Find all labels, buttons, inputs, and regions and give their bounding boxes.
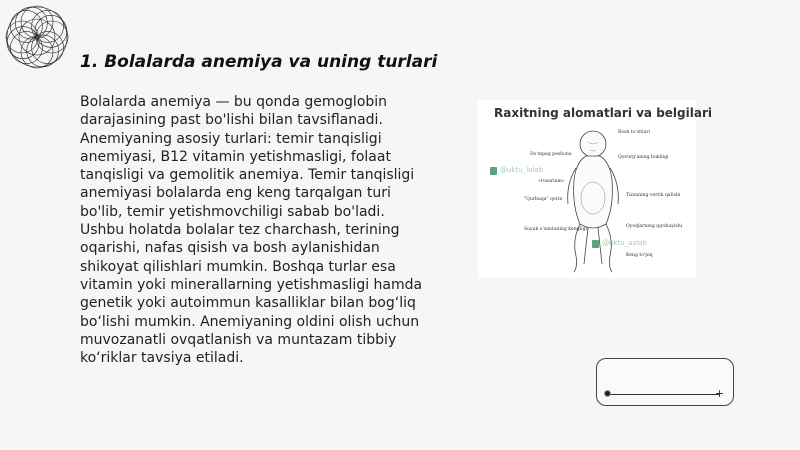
watermark-icon bbox=[490, 167, 497, 175]
plus-icon[interactable]: + bbox=[715, 387, 725, 400]
watermark-icon-2 bbox=[592, 240, 599, 248]
label-topiq: Keng to'piq bbox=[626, 253, 653, 258]
label-peshona: Do'mpaq peshona bbox=[530, 152, 572, 157]
watermark-text: @uktu_lolab bbox=[500, 166, 544, 174]
record-icon[interactable] bbox=[604, 390, 611, 397]
child-illustration bbox=[558, 128, 628, 278]
label-tizza: Tizzaning vertik qalishi bbox=[626, 193, 681, 198]
figure-title: Raxitning alomatlari va belgilari bbox=[494, 106, 712, 120]
label-qorin: "Qurbaqa" qorin bbox=[524, 197, 563, 202]
seek-track[interactable] bbox=[608, 394, 719, 395]
label-qovurga: Qovurg'aning bukiligi bbox=[618, 155, 669, 160]
slide-body-text: Bolalarda anemiya — bu qonda gemoglobin darajasining past bo'lishi bilan tavsiflanadi. Anemiyaning asosiy turlari: temir tanqisligi anemiyasi, B12 vitamin yetishmasligi, folaat tanqisligi va gemolitik anemiya. Temir tanqisligi anemiyasi bolalarda eng keng tarqalgan turi bo'lib, temir yetishmovchiligi sabab bo'ladi. Ushbu holatda bolalar tez charchash, terining oqarishi, nafas qisish va bosh aylanishidan shikoyat qilishlari mumkin. Boshqa turlar esa vitamin yoki minerallarning yetishmasligi hamda genetik yoki autoimmun kasalliklar bilan bog‘liq bo‘lishi mumkin. Anemiyaning oldini olish uchun muvozanatli ovqatlanish va muntazam tibbiy ko‘riklar tavsiya etiladi. bbox=[80, 94, 423, 367]
rickets-figure bbox=[478, 100, 712, 278]
watermark-text-2: @uktu_uzlab bbox=[602, 239, 647, 247]
audio-player[interactable] bbox=[596, 358, 734, 406]
label-rosarium: «rosarium» bbox=[538, 179, 565, 184]
spirograph-logo-icon bbox=[2, 2, 72, 72]
label-bosh: Bosh to'shlari bbox=[618, 130, 650, 135]
label-oyoq: Oyoqlarning qiyshayishi bbox=[626, 224, 683, 229]
slide-title: 1. Bolalarda anemiya va uning turlari bbox=[80, 52, 438, 72]
label-suyak: Suyak o'simtaning kengligi bbox=[524, 227, 588, 232]
